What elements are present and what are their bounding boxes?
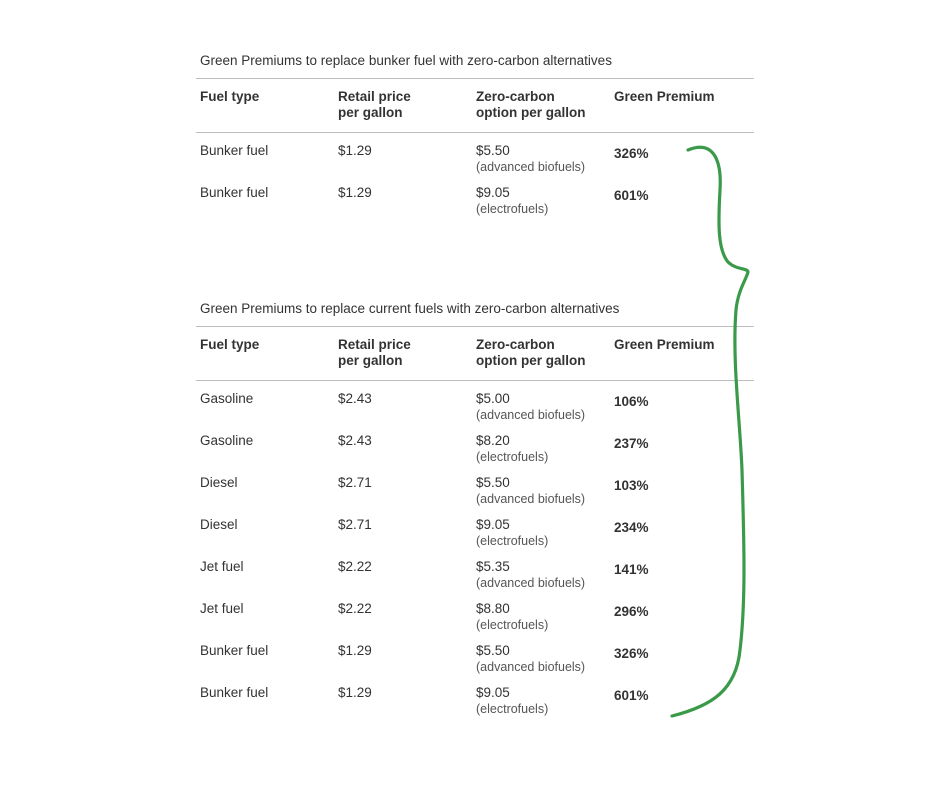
table-body [196,133,754,217]
header-zero-carbon-line2: option per gallon [476,353,586,368]
cell-zero-carbon [476,433,548,465]
cell-fuel-type: Gasoline [200,433,254,448]
table-row [196,381,754,423]
header-green-premium: Green Premium [614,89,715,104]
table-header-row [196,327,754,381]
bunker-fuel-table [196,52,754,217]
table-row [196,675,754,717]
header-zero-carbon [476,89,586,121]
cell-zero-carbon [476,517,548,549]
cell-fuel-type: Bunker fuel [200,685,269,700]
header-retail-price-line2: per gallon [338,105,403,120]
cell-zero-carbon-type: (advanced biofuels) [476,408,586,422]
cell-fuel-type: Diesel [200,517,238,532]
table-row [196,133,754,175]
current-fuels-table [196,300,754,717]
cell-zero-carbon-price: $8.80 [476,601,510,616]
cell-green-premium: 326% [614,646,649,661]
cell-green-premium: 106% [614,394,649,409]
cell-zero-carbon [476,185,548,217]
cell-zero-carbon-price: $5.50 [476,143,510,158]
cell-green-premium: 601% [614,188,649,203]
table-row [196,423,754,465]
cell-fuel-type: Jet fuel [200,559,244,574]
cell-retail-price: $2.71 [338,475,372,490]
header-retail-price [338,89,411,121]
table-caption: Green Premiums to replace current fuels with zero-carbon alternatives [196,300,754,327]
cell-retail-price: $1.29 [338,685,372,700]
header-fuel-type: Fuel type [200,337,260,352]
cell-green-premium: 601% [614,688,649,703]
header-zero-carbon [476,337,586,369]
cell-zero-carbon [476,143,585,175]
cell-zero-carbon-price: $5.35 [476,559,510,574]
cell-zero-carbon [476,475,585,507]
header-retail-price-line1: Retail price [338,337,411,352]
cell-zero-carbon [476,685,548,717]
cell-zero-carbon-type: (electrofuels) [476,618,549,632]
cell-green-premium: 234% [614,520,649,535]
cell-zero-carbon-price: $5.00 [476,391,510,406]
cell-retail-price: $2.43 [338,391,372,406]
cell-green-premium: 326% [614,146,649,161]
cell-zero-carbon-type: (electrofuels) [476,534,549,548]
cell-zero-carbon-type: (electrofuels) [476,450,549,464]
cell-fuel-type: Gasoline [200,391,254,406]
header-retail-price [338,337,411,369]
table-row [196,633,754,675]
cell-green-premium: 296% [614,604,649,619]
cell-zero-carbon [476,643,585,675]
cell-retail-price: $2.22 [338,601,372,616]
cell-green-premium: 141% [614,562,649,577]
header-zero-carbon-line2: option per gallon [476,105,586,120]
table-row [196,507,754,549]
header-retail-price-line2: per gallon [338,353,403,368]
cell-fuel-type: Bunker fuel [200,143,269,158]
table-caption: Green Premiums to replace bunker fuel with zero-carbon alternatives [196,52,754,79]
header-fuel-type: Fuel type [200,89,260,104]
cell-zero-carbon-price: $8.20 [476,433,510,448]
table-row [196,175,754,217]
cell-retail-price: $1.29 [338,643,372,658]
table-body [196,381,754,717]
cell-retail-price: $2.43 [338,433,372,448]
cell-fuel-type: Bunker fuel [200,643,269,658]
header-retail-price-line1: Retail price [338,89,411,104]
cell-retail-price: $1.29 [338,143,372,158]
cell-zero-carbon-type: (advanced biofuels) [476,492,586,506]
cell-zero-carbon-type: (advanced biofuels) [476,660,586,674]
cell-zero-carbon-price: $9.05 [476,517,510,532]
cell-zero-carbon [476,559,585,591]
header-zero-carbon-line1: Zero-carbon [476,337,555,352]
cell-zero-carbon-type: (advanced biofuels) [476,576,586,590]
cell-fuel-type: Jet fuel [200,601,244,616]
cell-fuel-type: Bunker fuel [200,185,269,200]
cell-zero-carbon-price: $9.05 [476,685,510,700]
cell-green-premium: 103% [614,478,649,493]
cell-zero-carbon-type: (electrofuels) [476,702,549,716]
cell-retail-price: $2.22 [338,559,372,574]
table-row [196,591,754,633]
cell-zero-carbon [476,391,585,423]
table-row [196,465,754,507]
cell-zero-carbon [476,601,548,633]
cell-fuel-type: Diesel [200,475,238,490]
cell-zero-carbon-price: $9.05 [476,185,510,200]
header-zero-carbon-line1: Zero-carbon [476,89,555,104]
table-header-row [196,79,754,133]
cell-retail-price: $1.29 [338,185,372,200]
table-row [196,549,754,591]
cell-zero-carbon-price: $5.50 [476,643,510,658]
header-green-premium: Green Premium [614,337,715,352]
cell-zero-carbon-type: (electrofuels) [476,202,549,216]
cell-retail-price: $2.71 [338,517,372,532]
cell-green-premium: 237% [614,436,649,451]
cell-zero-carbon-type: (advanced biofuels) [476,160,586,174]
cell-zero-carbon-price: $5.50 [476,475,510,490]
